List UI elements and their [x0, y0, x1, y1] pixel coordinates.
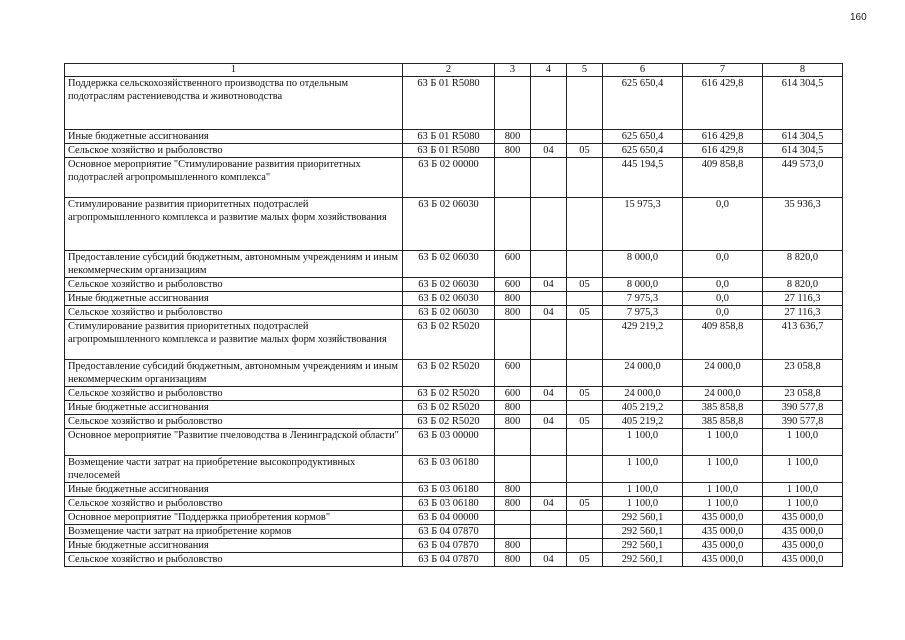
- row-subsection-cell: [567, 292, 603, 306]
- row-section-cell: [531, 292, 567, 306]
- row-expense-type-cell: [495, 511, 531, 525]
- row-amount-col8-cell: 435 000,0: [763, 539, 843, 553]
- row-amount-col6-cell: 292 560,1: [603, 511, 683, 525]
- row-name-cell: Сельское хозяйство и рыболовство: [65, 306, 403, 320]
- row-section-cell: [531, 456, 567, 483]
- row-subsection-cell: [567, 77, 603, 130]
- row-amount-col6-cell: 8 000,0: [603, 278, 683, 292]
- row-section-cell: 04: [531, 415, 567, 429]
- row-expense-type-cell: 800: [495, 306, 531, 320]
- row-amount-col8-cell: 8 820,0: [763, 278, 843, 292]
- row-amount-col7-cell: 409 858,8: [683, 320, 763, 360]
- table-row: [65, 456, 843, 483]
- row-code-cell: 63 Б 02 06030: [403, 198, 495, 251]
- row-code-cell: 63 Б 02 R5020: [403, 415, 495, 429]
- row-section-cell: [531, 525, 567, 539]
- row-code-cell: 63 Б 02 06030: [403, 292, 495, 306]
- row-expense-type-cell: [495, 77, 531, 130]
- row-amount-col7-cell: 385 858,8: [683, 415, 763, 429]
- row-name-cell: Предоставление субсидий бюджетным, автономным учреждениям и иным некоммерческим организациям: [65, 251, 403, 278]
- row-code-cell: 63 Б 03 00000: [403, 429, 495, 456]
- row-section-cell: 04: [531, 144, 567, 158]
- row-section-cell: 04: [531, 278, 567, 292]
- row-amount-col6-cell: 7 975,3: [603, 306, 683, 320]
- row-amount-col7-cell: 1 100,0: [683, 497, 763, 511]
- row-name-cell: Возмещение части затрат на приобретение высокопродуктивных пчелосемей: [65, 456, 403, 483]
- table-row: [65, 306, 843, 320]
- row-expense-type-cell: 800: [495, 483, 531, 497]
- row-name-cell: Иные бюджетные ассигнования: [65, 539, 403, 553]
- page-number: 160: [850, 12, 867, 23]
- row-code-cell: 63 Б 04 00000: [403, 511, 495, 525]
- row-section-cell: 04: [531, 497, 567, 511]
- row-name-cell: Возмещение части затрат на приобретение кормов: [65, 525, 403, 539]
- row-expense-type-cell: 800: [495, 292, 531, 306]
- row-name-cell: Сельское хозяйство и рыболовство: [65, 144, 403, 158]
- row-section-cell: [531, 539, 567, 553]
- row-amount-col8-cell: 390 577,8: [763, 401, 843, 415]
- row-amount-col6-cell: 429 219,2: [603, 320, 683, 360]
- header-cell: 2: [403, 64, 495, 77]
- table-row: [65, 158, 843, 198]
- row-name-cell: Сельское хозяйство и рыболовство: [65, 387, 403, 401]
- row-amount-col7-cell: 0,0: [683, 306, 763, 320]
- row-expense-type-cell: [495, 429, 531, 456]
- row-amount-col8-cell: 390 577,8: [763, 415, 843, 429]
- budget-table: [64, 63, 843, 567]
- row-name-cell: Сельское хозяйство и рыболовство: [65, 278, 403, 292]
- row-amount-col8-cell: 23 058,8: [763, 387, 843, 401]
- row-section-cell: [531, 77, 567, 130]
- row-amount-col8-cell: 449 573,0: [763, 158, 843, 198]
- row-subsection-cell: [567, 251, 603, 278]
- row-amount-col6-cell: 8 000,0: [603, 251, 683, 278]
- row-code-cell: 63 Б 03 06180: [403, 497, 495, 511]
- row-amount-col6-cell: 625 650,4: [603, 144, 683, 158]
- row-amount-col7-cell: 435 000,0: [683, 511, 763, 525]
- row-amount-col6-cell: 292 560,1: [603, 539, 683, 553]
- table-row: [65, 429, 843, 456]
- row-amount-col6-cell: 625 650,4: [603, 130, 683, 144]
- table-row: [65, 130, 843, 144]
- row-subsection-cell: [567, 429, 603, 456]
- row-subsection-cell: 05: [567, 415, 603, 429]
- row-amount-col6-cell: 405 219,2: [603, 415, 683, 429]
- table-row: [65, 539, 843, 553]
- header-cell: 3: [495, 64, 531, 77]
- row-amount-col7-cell: 0,0: [683, 278, 763, 292]
- table-body: [65, 77, 843, 567]
- row-amount-col8-cell: 1 100,0: [763, 497, 843, 511]
- row-subsection-cell: [567, 511, 603, 525]
- row-expense-type-cell: 800: [495, 497, 531, 511]
- row-expense-type-cell: [495, 320, 531, 360]
- header-cell: 6: [603, 64, 683, 77]
- row-expense-type-cell: 800: [495, 553, 531, 567]
- row-amount-col6-cell: 7 975,3: [603, 292, 683, 306]
- row-name-cell: Стимулирование развития приоритетных подотраслей агропромышленного комплекса и развитие малых форм хозяйствования: [65, 320, 403, 360]
- row-code-cell: 63 Б 02 06030: [403, 278, 495, 292]
- row-name-cell: Иные бюджетные ассигнования: [65, 483, 403, 497]
- row-subsection-cell: 05: [567, 306, 603, 320]
- row-code-cell: 63 Б 04 07870: [403, 553, 495, 567]
- row-amount-col6-cell: 1 100,0: [603, 497, 683, 511]
- table-row: [65, 401, 843, 415]
- table-row: [65, 415, 843, 429]
- row-subsection-cell: 05: [567, 497, 603, 511]
- row-subsection-cell: [567, 360, 603, 387]
- table-row: [65, 525, 843, 539]
- row-amount-col6-cell: 292 560,1: [603, 525, 683, 539]
- row-amount-col7-cell: 435 000,0: [683, 553, 763, 567]
- row-subsection-cell: [567, 320, 603, 360]
- table-row: [65, 320, 843, 360]
- row-amount-col7-cell: 1 100,0: [683, 456, 763, 483]
- table-header-row: [65, 64, 843, 77]
- row-amount-col8-cell: 8 820,0: [763, 251, 843, 278]
- row-code-cell: 63 Б 03 06180: [403, 456, 495, 483]
- table-row: [65, 497, 843, 511]
- row-code-cell: 63 Б 04 07870: [403, 539, 495, 553]
- table-row: [65, 144, 843, 158]
- row-amount-col6-cell: 1 100,0: [603, 456, 683, 483]
- row-section-cell: [531, 130, 567, 144]
- row-amount-col8-cell: 35 936,3: [763, 198, 843, 251]
- row-subsection-cell: [567, 483, 603, 497]
- row-amount-col8-cell: 413 636,7: [763, 320, 843, 360]
- row-name-cell: Иные бюджетные ассигнования: [65, 401, 403, 415]
- row-section-cell: [531, 429, 567, 456]
- row-amount-col6-cell: 292 560,1: [603, 553, 683, 567]
- row-expense-type-cell: 800: [495, 539, 531, 553]
- row-amount-col7-cell: 385 858,8: [683, 401, 763, 415]
- row-code-cell: 63 Б 02 R5020: [403, 387, 495, 401]
- row-amount-col7-cell: 0,0: [683, 292, 763, 306]
- row-subsection-cell: [567, 401, 603, 415]
- row-subsection-cell: [567, 539, 603, 553]
- table-row: [65, 387, 843, 401]
- row-subsection-cell: 05: [567, 278, 603, 292]
- row-code-cell: 63 Б 02 06030: [403, 306, 495, 320]
- row-name-cell: Основное мероприятие "Поддержка приобретения кормов": [65, 511, 403, 525]
- row-expense-type-cell: [495, 198, 531, 251]
- row-amount-col8-cell: 1 100,0: [763, 483, 843, 497]
- row-subsection-cell: 05: [567, 144, 603, 158]
- row-amount-col8-cell: 1 100,0: [763, 429, 843, 456]
- row-expense-type-cell: 800: [495, 144, 531, 158]
- row-amount-col7-cell: 435 000,0: [683, 539, 763, 553]
- row-subsection-cell: 05: [567, 387, 603, 401]
- row-amount-col8-cell: 435 000,0: [763, 553, 843, 567]
- row-code-cell: 63 Б 02 R5020: [403, 320, 495, 360]
- row-name-cell: Предоставление субсидий бюджетным, автономным учреждениям и иным некоммерческим организациям: [65, 360, 403, 387]
- row-code-cell: 63 Б 02 R5020: [403, 360, 495, 387]
- row-subsection-cell: [567, 130, 603, 144]
- header-cell: 7: [683, 64, 763, 77]
- row-section-cell: [531, 198, 567, 251]
- row-expense-type-cell: [495, 158, 531, 198]
- row-subsection-cell: 05: [567, 553, 603, 567]
- row-expense-type-cell: [495, 456, 531, 483]
- row-amount-col8-cell: 435 000,0: [763, 525, 843, 539]
- table-row: [65, 360, 843, 387]
- row-amount-col8-cell: 1 100,0: [763, 456, 843, 483]
- header-cell: 5: [567, 64, 603, 77]
- table-row: [65, 553, 843, 567]
- row-amount-col6-cell: 445 194,5: [603, 158, 683, 198]
- row-amount-col6-cell: 625 650,4: [603, 77, 683, 130]
- header-cell: 8: [763, 64, 843, 77]
- row-section-cell: [531, 401, 567, 415]
- row-amount-col7-cell: 435 000,0: [683, 525, 763, 539]
- row-code-cell: 63 Б 03 06180: [403, 483, 495, 497]
- row-subsection-cell: [567, 525, 603, 539]
- row-amount-col7-cell: 1 100,0: [683, 429, 763, 456]
- row-amount-col7-cell: 0,0: [683, 251, 763, 278]
- table-row: [65, 483, 843, 497]
- table-row: [65, 292, 843, 306]
- row-amount-col6-cell: 1 100,0: [603, 483, 683, 497]
- row-section-cell: 04: [531, 553, 567, 567]
- row-expense-type-cell: 600: [495, 251, 531, 278]
- row-name-cell: Иные бюджетные ассигнования: [65, 292, 403, 306]
- row-section-cell: [531, 251, 567, 278]
- row-code-cell: 63 Б 04 07870: [403, 525, 495, 539]
- row-amount-col7-cell: 24 000,0: [683, 360, 763, 387]
- row-name-cell: Сельское хозяйство и рыболовство: [65, 497, 403, 511]
- row-amount-col8-cell: 614 304,5: [763, 130, 843, 144]
- row-amount-col6-cell: 405 219,2: [603, 401, 683, 415]
- header-cell: 1: [65, 64, 403, 77]
- row-expense-type-cell: 800: [495, 130, 531, 144]
- row-amount-col7-cell: 24 000,0: [683, 387, 763, 401]
- row-code-cell: 63 Б 01 R5080: [403, 144, 495, 158]
- row-amount-col8-cell: 23 058,8: [763, 360, 843, 387]
- row-name-cell: Сельское хозяйство и рыболовство: [65, 553, 403, 567]
- row-amount-col8-cell: 27 116,3: [763, 292, 843, 306]
- row-code-cell: 63 Б 02 R5020: [403, 401, 495, 415]
- row-amount-col7-cell: 616 429,8: [683, 130, 763, 144]
- row-name-cell: Основное мероприятие "Стимулирование развития приоритетных подотраслей агропромышленного комплекса": [65, 158, 403, 198]
- row-name-cell: Иные бюджетные ассигнования: [65, 130, 403, 144]
- row-amount-col7-cell: 616 429,8: [683, 77, 763, 130]
- row-amount-col7-cell: 409 858,8: [683, 158, 763, 198]
- row-expense-type-cell: 600: [495, 278, 531, 292]
- row-amount-col6-cell: 15 975,3: [603, 198, 683, 251]
- row-code-cell: 63 Б 01 R5080: [403, 77, 495, 130]
- row-amount-col8-cell: 435 000,0: [763, 511, 843, 525]
- row-section-cell: 04: [531, 387, 567, 401]
- row-expense-type-cell: 800: [495, 401, 531, 415]
- row-section-cell: [531, 483, 567, 497]
- row-section-cell: 04: [531, 306, 567, 320]
- row-expense-type-cell: [495, 525, 531, 539]
- table-row: [65, 251, 843, 278]
- row-section-cell: [531, 158, 567, 198]
- row-subsection-cell: [567, 158, 603, 198]
- row-section-cell: [531, 360, 567, 387]
- row-subsection-cell: [567, 198, 603, 251]
- row-amount-col8-cell: 614 304,5: [763, 77, 843, 130]
- row-amount-col8-cell: 27 116,3: [763, 306, 843, 320]
- row-code-cell: 63 Б 01 R5080: [403, 130, 495, 144]
- row-amount-col7-cell: 0,0: [683, 198, 763, 251]
- header-cell: 4: [531, 64, 567, 77]
- row-code-cell: 63 Б 02 06030: [403, 251, 495, 278]
- table-row: [65, 198, 843, 251]
- row-expense-type-cell: 600: [495, 387, 531, 401]
- row-expense-type-cell: 600: [495, 360, 531, 387]
- row-section-cell: [531, 320, 567, 360]
- table-row: [65, 278, 843, 292]
- row-amount-col6-cell: 1 100,0: [603, 429, 683, 456]
- row-name-cell: Стимулирование развития приоритетных подотраслей агропромышленного комплекса и развитие малых форм хозяйствования: [65, 198, 403, 251]
- row-section-cell: [531, 511, 567, 525]
- table-row: [65, 511, 843, 525]
- row-name-cell: Сельское хозяйство и рыболовство: [65, 415, 403, 429]
- row-subsection-cell: [567, 456, 603, 483]
- row-expense-type-cell: 800: [495, 415, 531, 429]
- row-name-cell: Основное мероприятие "Развитие пчеловодства в Ленинградской области": [65, 429, 403, 456]
- row-amount-col6-cell: 24 000,0: [603, 360, 683, 387]
- table-row: [65, 77, 843, 130]
- row-name-cell: Поддержка сельскохозяйственного производства по отдельным подотраслям растениеводства и животноводства: [65, 77, 403, 130]
- row-amount-col8-cell: 614 304,5: [763, 144, 843, 158]
- row-amount-col6-cell: 24 000,0: [603, 387, 683, 401]
- row-code-cell: 63 Б 02 00000: [403, 158, 495, 198]
- row-amount-col7-cell: 1 100,0: [683, 483, 763, 497]
- row-amount-col7-cell: 616 429,8: [683, 144, 763, 158]
